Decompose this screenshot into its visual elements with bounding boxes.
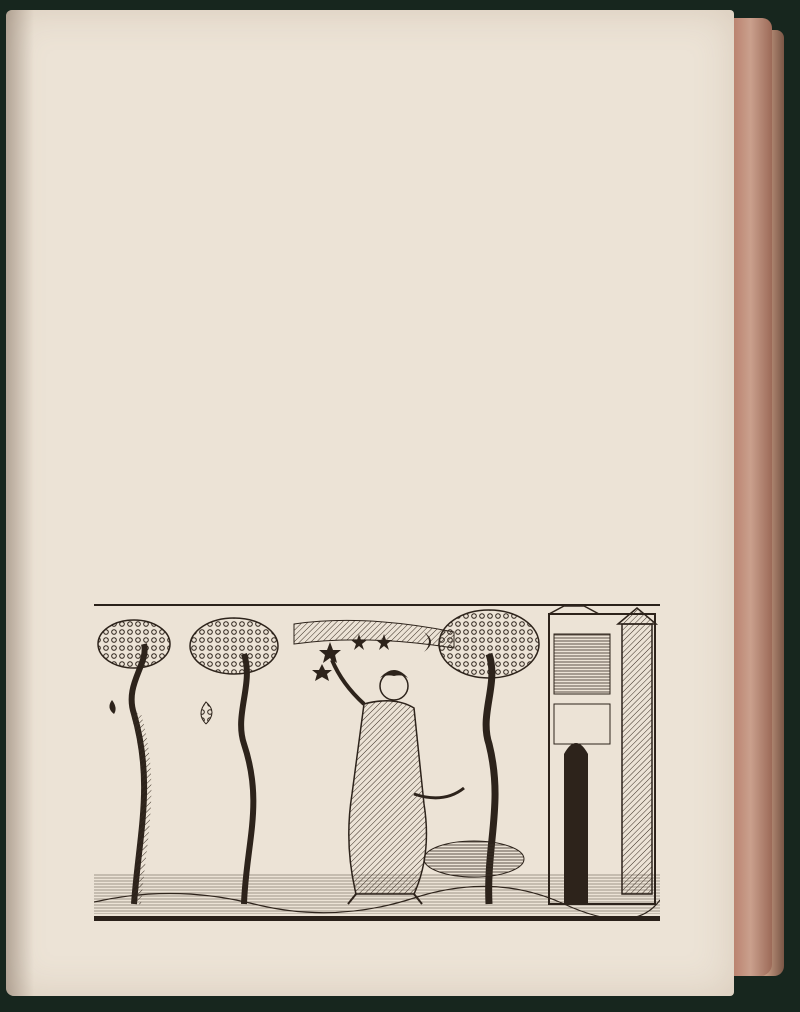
gutter-shadow — [6, 10, 34, 996]
commentary-note — [484, 108, 656, 120]
woodcut-top-rule — [94, 604, 660, 606]
commentary-note — [484, 70, 656, 82]
commentary-note — [86, 111, 246, 123]
commentary-note — [86, 172, 246, 184]
book-page — [6, 10, 734, 996]
commentary-note — [86, 76, 246, 88]
woodcut-image — [94, 604, 660, 922]
left-commentary — [86, 76, 246, 184]
woodcut-illustration — [94, 604, 660, 922]
commentary-note — [484, 144, 656, 156]
commentary-note — [86, 145, 246, 157]
argument-text — [98, 576, 672, 591]
right-commentary — [484, 70, 656, 157]
